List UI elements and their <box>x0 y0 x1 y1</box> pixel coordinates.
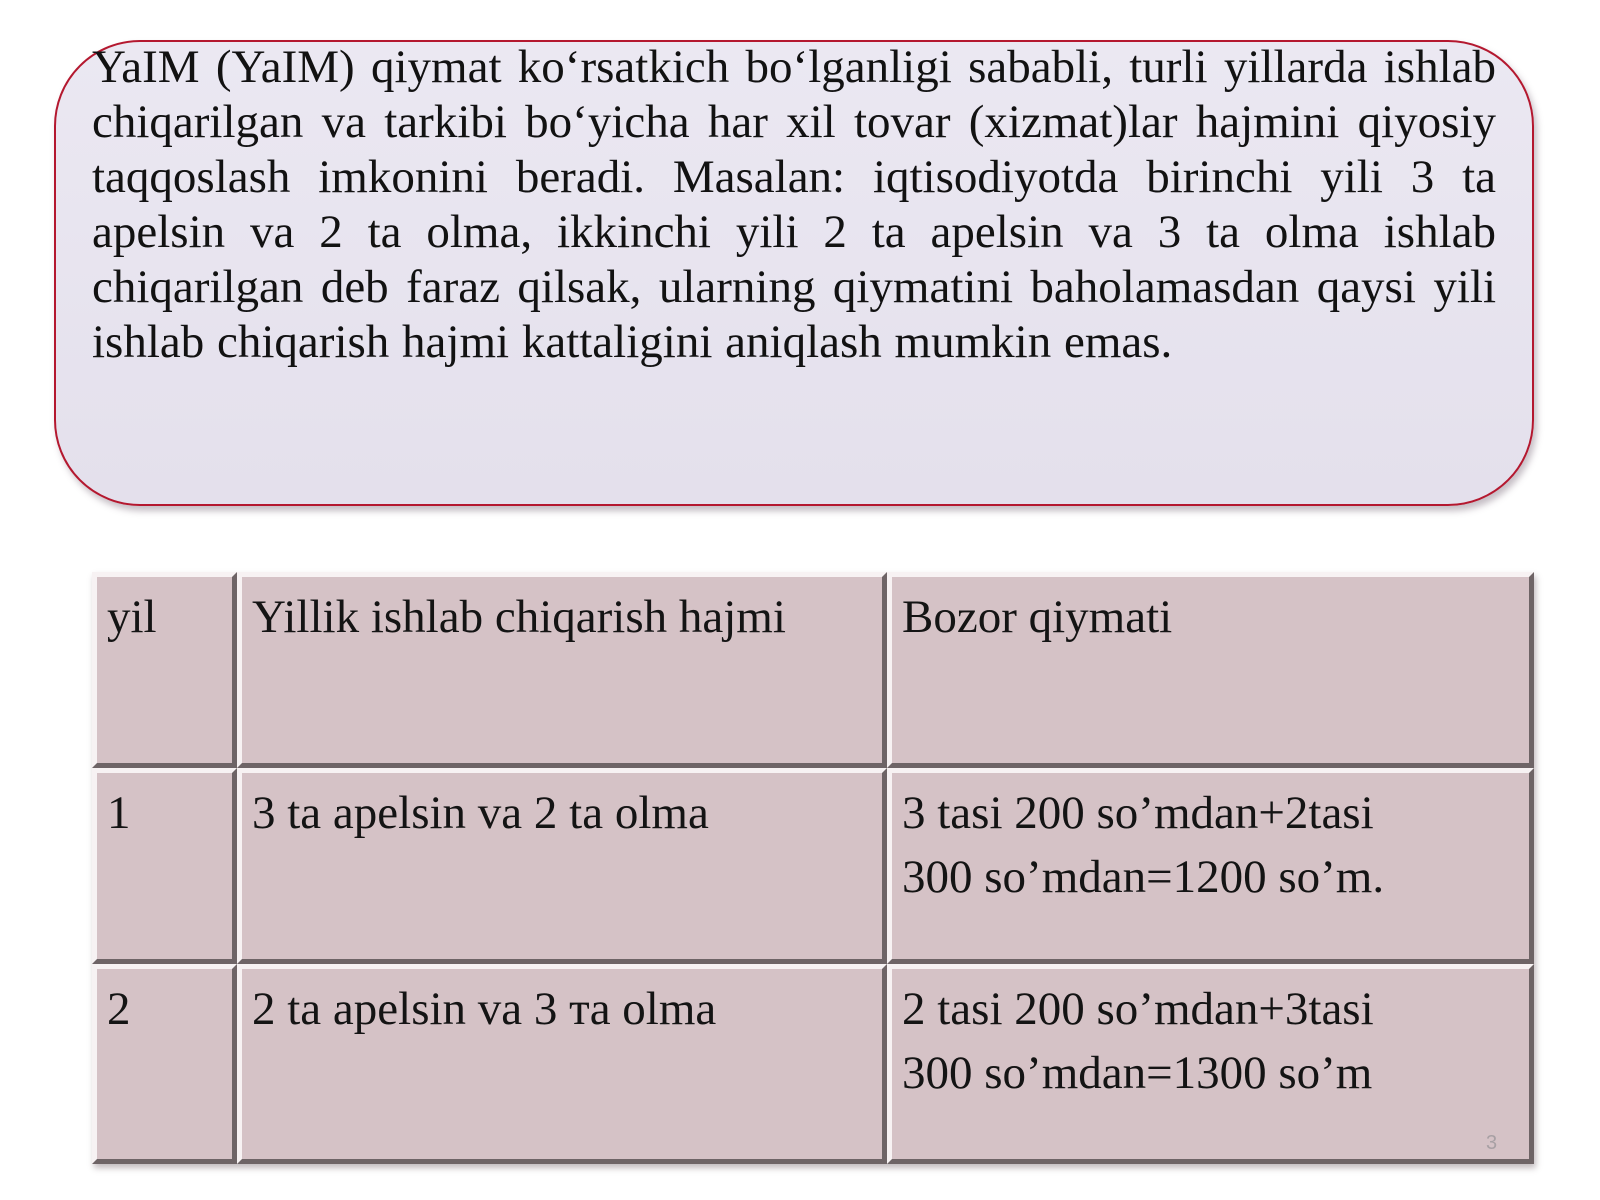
header-cell-market-value: Bozor qiymati <box>887 572 1534 768</box>
table-row <box>92 768 1534 964</box>
header-cell-year: yil <box>92 572 237 768</box>
cell-market-value-line: 2 tasi 200 so’mdan+3tasi <box>902 983 1374 1035</box>
cell-market-value-line: 300 so’mdan=1300 so’m <box>902 1047 1373 1099</box>
table-header-row <box>92 572 1534 768</box>
cell-market-value <box>887 768 1534 964</box>
cell-volume: 2 ta apelsin va 3 тa olma <box>237 964 887 1164</box>
cell-market-value-line: 3 tasi 200 so’mdan+2tasi <box>902 787 1374 839</box>
cell-volume: 3 ta apelsin va 2 ta olma <box>237 768 887 964</box>
data-table <box>92 572 1534 1164</box>
table-row <box>92 964 1534 1164</box>
header-cell-volume: Yillik ishlab chiqarish hajmi <box>237 572 887 768</box>
cell-year: 1 <box>92 768 237 964</box>
callout-paragraph: YaIM (YaIM) qiymat ko‘rsatkich bo‘lganligi sababli, turli yillarda ishlab chiqarilgan va tarkibi bo‘yicha har xil tovar (xizmat)lar hajmini qiyosiy taqqoslash imkonini beradi. Masalan: iqtisodiyotda birinchi yili 3 ta apelsin va 2 ta olma, ikkinchi yili 2 ta apelsin va 3 ta olma ishlab chiqarilgan deb faraz qilsak, ularning qiymatini baholamasdan qaysi yili ishlab chiqarish hajmi kattaligini aniqlash mumkin emas. <box>92 41 1496 368</box>
slide-page-number: 3 <box>1486 1132 1498 1154</box>
cell-year: 2 <box>92 964 237 1164</box>
cell-market-value <box>887 964 1534 1164</box>
cell-market-value-line: 300 so’mdan=1200 so’m. <box>902 851 1385 903</box>
data-table-container <box>92 572 1534 1164</box>
